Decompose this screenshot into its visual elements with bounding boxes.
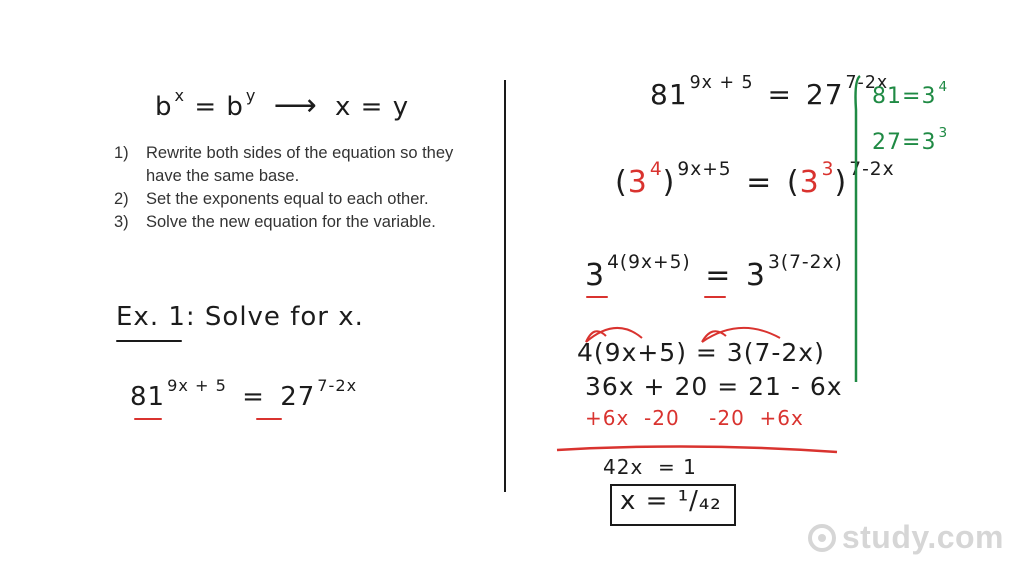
rule-result: x = y xyxy=(335,92,410,122)
work3-eq: = xyxy=(705,258,732,293)
rule-arrow: ⟶ xyxy=(273,88,318,123)
work2-open1: ( xyxy=(615,165,628,200)
work2-exp2: 7-2x xyxy=(849,159,895,181)
work2-exp-inner2: 3 xyxy=(821,159,835,181)
rule-equation xyxy=(155,85,410,123)
work2-exp-inner1: 4 xyxy=(649,159,663,181)
step-text: Solve the new equation for the variable. xyxy=(146,213,436,231)
step-text: Rewrite both sides of the equation so they have the same base. xyxy=(146,144,454,185)
step-number: 1) xyxy=(114,144,129,162)
side-note-2-lhs: 27 xyxy=(872,130,902,155)
result-rule xyxy=(555,440,840,456)
work3-base2: 3 xyxy=(745,258,767,293)
step-item xyxy=(114,142,476,188)
rule-rhs-base: b xyxy=(226,92,244,122)
side-bracket xyxy=(848,70,868,390)
side-note-1-base: 3 xyxy=(921,84,937,109)
example-title-underline xyxy=(116,340,182,342)
work3-exp1: 4(9x+5) xyxy=(607,252,691,274)
work-line-3 xyxy=(585,252,843,293)
rule-lhs-base: b xyxy=(155,92,173,122)
work1-eq: = xyxy=(767,78,792,111)
work2-base2: 3 xyxy=(799,165,820,200)
work1-base1: 81 xyxy=(650,78,688,111)
step-item xyxy=(114,188,476,211)
side-note-2-base: 3 xyxy=(921,130,937,155)
work2-exp1: 9x+5 xyxy=(677,159,732,181)
work2-base1: 3 xyxy=(627,165,648,200)
step-text: Set the exponents equal to each other. xyxy=(146,190,429,208)
example-base1-underline xyxy=(134,418,162,420)
step-number: 2) xyxy=(114,190,129,208)
work-line-4: 4(9x+5) = 3(7-2x) xyxy=(577,338,825,367)
work2-close2: ) xyxy=(834,165,848,200)
work-line-5: 36x + 20 = 21 - 6x xyxy=(585,372,843,401)
study-logo-icon xyxy=(808,524,836,552)
side-note-2-eq: = xyxy=(902,130,922,155)
example-equation xyxy=(130,375,358,412)
watermark xyxy=(808,519,1004,556)
side-note-1-exp: 4 xyxy=(938,78,949,95)
side-note-1-eq: = xyxy=(902,84,922,109)
work1-exp1: 9x + 5 xyxy=(689,73,754,94)
work3-base2-underline xyxy=(704,296,726,298)
side-note-2-exp: 3 xyxy=(938,124,949,141)
work2-open2: ( xyxy=(786,165,800,200)
rule-rhs-exp: y xyxy=(245,85,257,105)
work2-eq: = xyxy=(746,165,773,200)
work3-exp2: 3(7-2x) xyxy=(768,252,843,274)
side-note-1 xyxy=(872,78,949,109)
watermark-text: study.com xyxy=(841,519,1004,555)
example-eq: = xyxy=(242,382,265,412)
work1-exp2: 7-2x xyxy=(845,73,889,94)
example-exp1: 9x + 5 xyxy=(167,375,227,395)
example-exp2: 7-2x xyxy=(317,375,358,395)
example-base2-underline xyxy=(256,418,282,420)
side-note-2 xyxy=(872,124,949,155)
work2-close1: ) xyxy=(662,165,676,200)
step-item xyxy=(114,211,476,234)
rule-lhs-exp: x xyxy=(174,85,186,105)
work3-base1-underline xyxy=(586,296,608,298)
work1-base2: 27 xyxy=(805,78,844,111)
work-line-7: 42x = 1 xyxy=(603,455,697,479)
work-line-6: +6x -20 -20 +6x xyxy=(585,406,804,430)
side-note-1-lhs: 81 xyxy=(872,84,902,109)
example-base2: 27 xyxy=(280,382,316,412)
step-number: 3) xyxy=(114,213,129,231)
example-title: Ex. 1: Solve for x. xyxy=(116,302,364,332)
example-base1: 81 xyxy=(130,382,166,412)
divider-vertical xyxy=(504,80,506,492)
work3-base1: 3 xyxy=(585,258,606,293)
answer-text: x = ¹/₄₂ xyxy=(620,486,722,516)
steps-list xyxy=(114,142,476,234)
rule-eq: = xyxy=(194,92,218,122)
